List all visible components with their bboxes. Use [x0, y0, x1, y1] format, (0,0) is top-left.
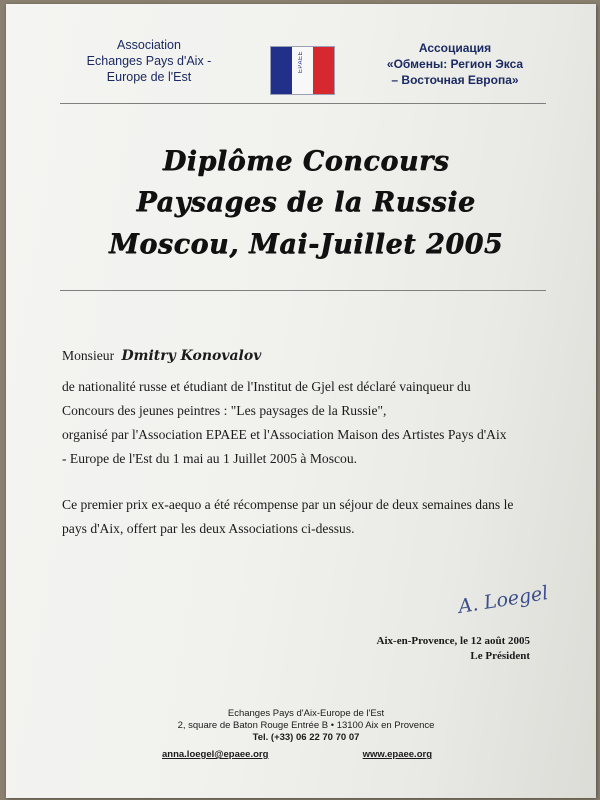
place-date: Aix-en-Provence, le 12 août 2005 — [376, 635, 530, 647]
title-line-1: Diplôme Concours — [162, 146, 450, 177]
paragraph1-line-3: organisé par l'Association EPAEE et l'Association Maison des Artistes Pays d'Aix — [62, 427, 507, 442]
flag-label: EPAEE — [298, 51, 304, 74]
header-left-line-1: Association — [117, 38, 181, 52]
title-line-3: Moscou, Mai-Juillet 2005 — [108, 229, 504, 260]
paragraph1-line-2: Concours des jeunes peintres : "Les paysages de la Russie", — [62, 403, 387, 418]
title-line-2: Paysages de la Russie — [136, 187, 476, 218]
place-and-date-block — [377, 634, 530, 664]
recipient-name: Dmitry Konovalov — [121, 348, 262, 364]
footer-phone: Tel. (+33) 06 22 70 70 07 — [252, 732, 360, 743]
footer-org: Echanges Pays d'Aix-Europe de l'Est — [227, 708, 385, 719]
footer-contact — [156, 708, 456, 744]
email-link[interactable]: anna.loegel@epaee.org — [162, 749, 269, 760]
paragraph2-line-1: Ce premier prix ex-aequo a été récompense par un séjour de deux semaines dans le — [62, 497, 514, 512]
header-left-line-2: Echanges Pays d'Aix - — [86, 54, 212, 68]
diploma-page — [6, 4, 596, 798]
header-right-line-1: Ассоциация — [418, 41, 492, 55]
paragraph1-line-1: de nationalité russe et étudiant de l'Institut de Gjel est déclaré vainqueur du — [62, 379, 471, 394]
association-header-french — [64, 37, 234, 85]
header-left-line-3: Europe de l'Est — [106, 70, 192, 84]
president-signature: A. Loegel — [456, 582, 550, 618]
title-divider — [60, 290, 546, 291]
diploma-body — [62, 344, 562, 541]
salutation: Monsieur — [62, 348, 115, 363]
header-right-line-3: – Восточная Европа» — [391, 73, 519, 87]
paragraph-spacer — [62, 471, 562, 493]
header-right-line-2: «Обмены: Регион Экса — [386, 57, 524, 71]
paragraph2-line-2: pays d'Aix, offert par les deux Associations ci-dessus. — [62, 521, 355, 536]
footer-links — [162, 749, 432, 760]
website-link[interactable]: www.epaee.org — [362, 749, 432, 760]
flag-blue-band — [271, 47, 292, 94]
signatory-role: Le Président — [470, 650, 530, 662]
salutation-line — [62, 344, 562, 368]
flag-white-band — [292, 47, 313, 94]
footer-address: 2, square de Baton Rouge Entrée B • 13100 Aix en Provence — [177, 720, 435, 731]
header-divider — [60, 103, 546, 104]
flag-red-band — [313, 47, 334, 94]
association-header-russian — [366, 40, 544, 88]
epaee-flag-logo — [270, 46, 335, 95]
paragraph1-line-4: - Europe de l'Est du 1 mai au 1 Juillet 2005 à Moscou. — [62, 451, 358, 466]
